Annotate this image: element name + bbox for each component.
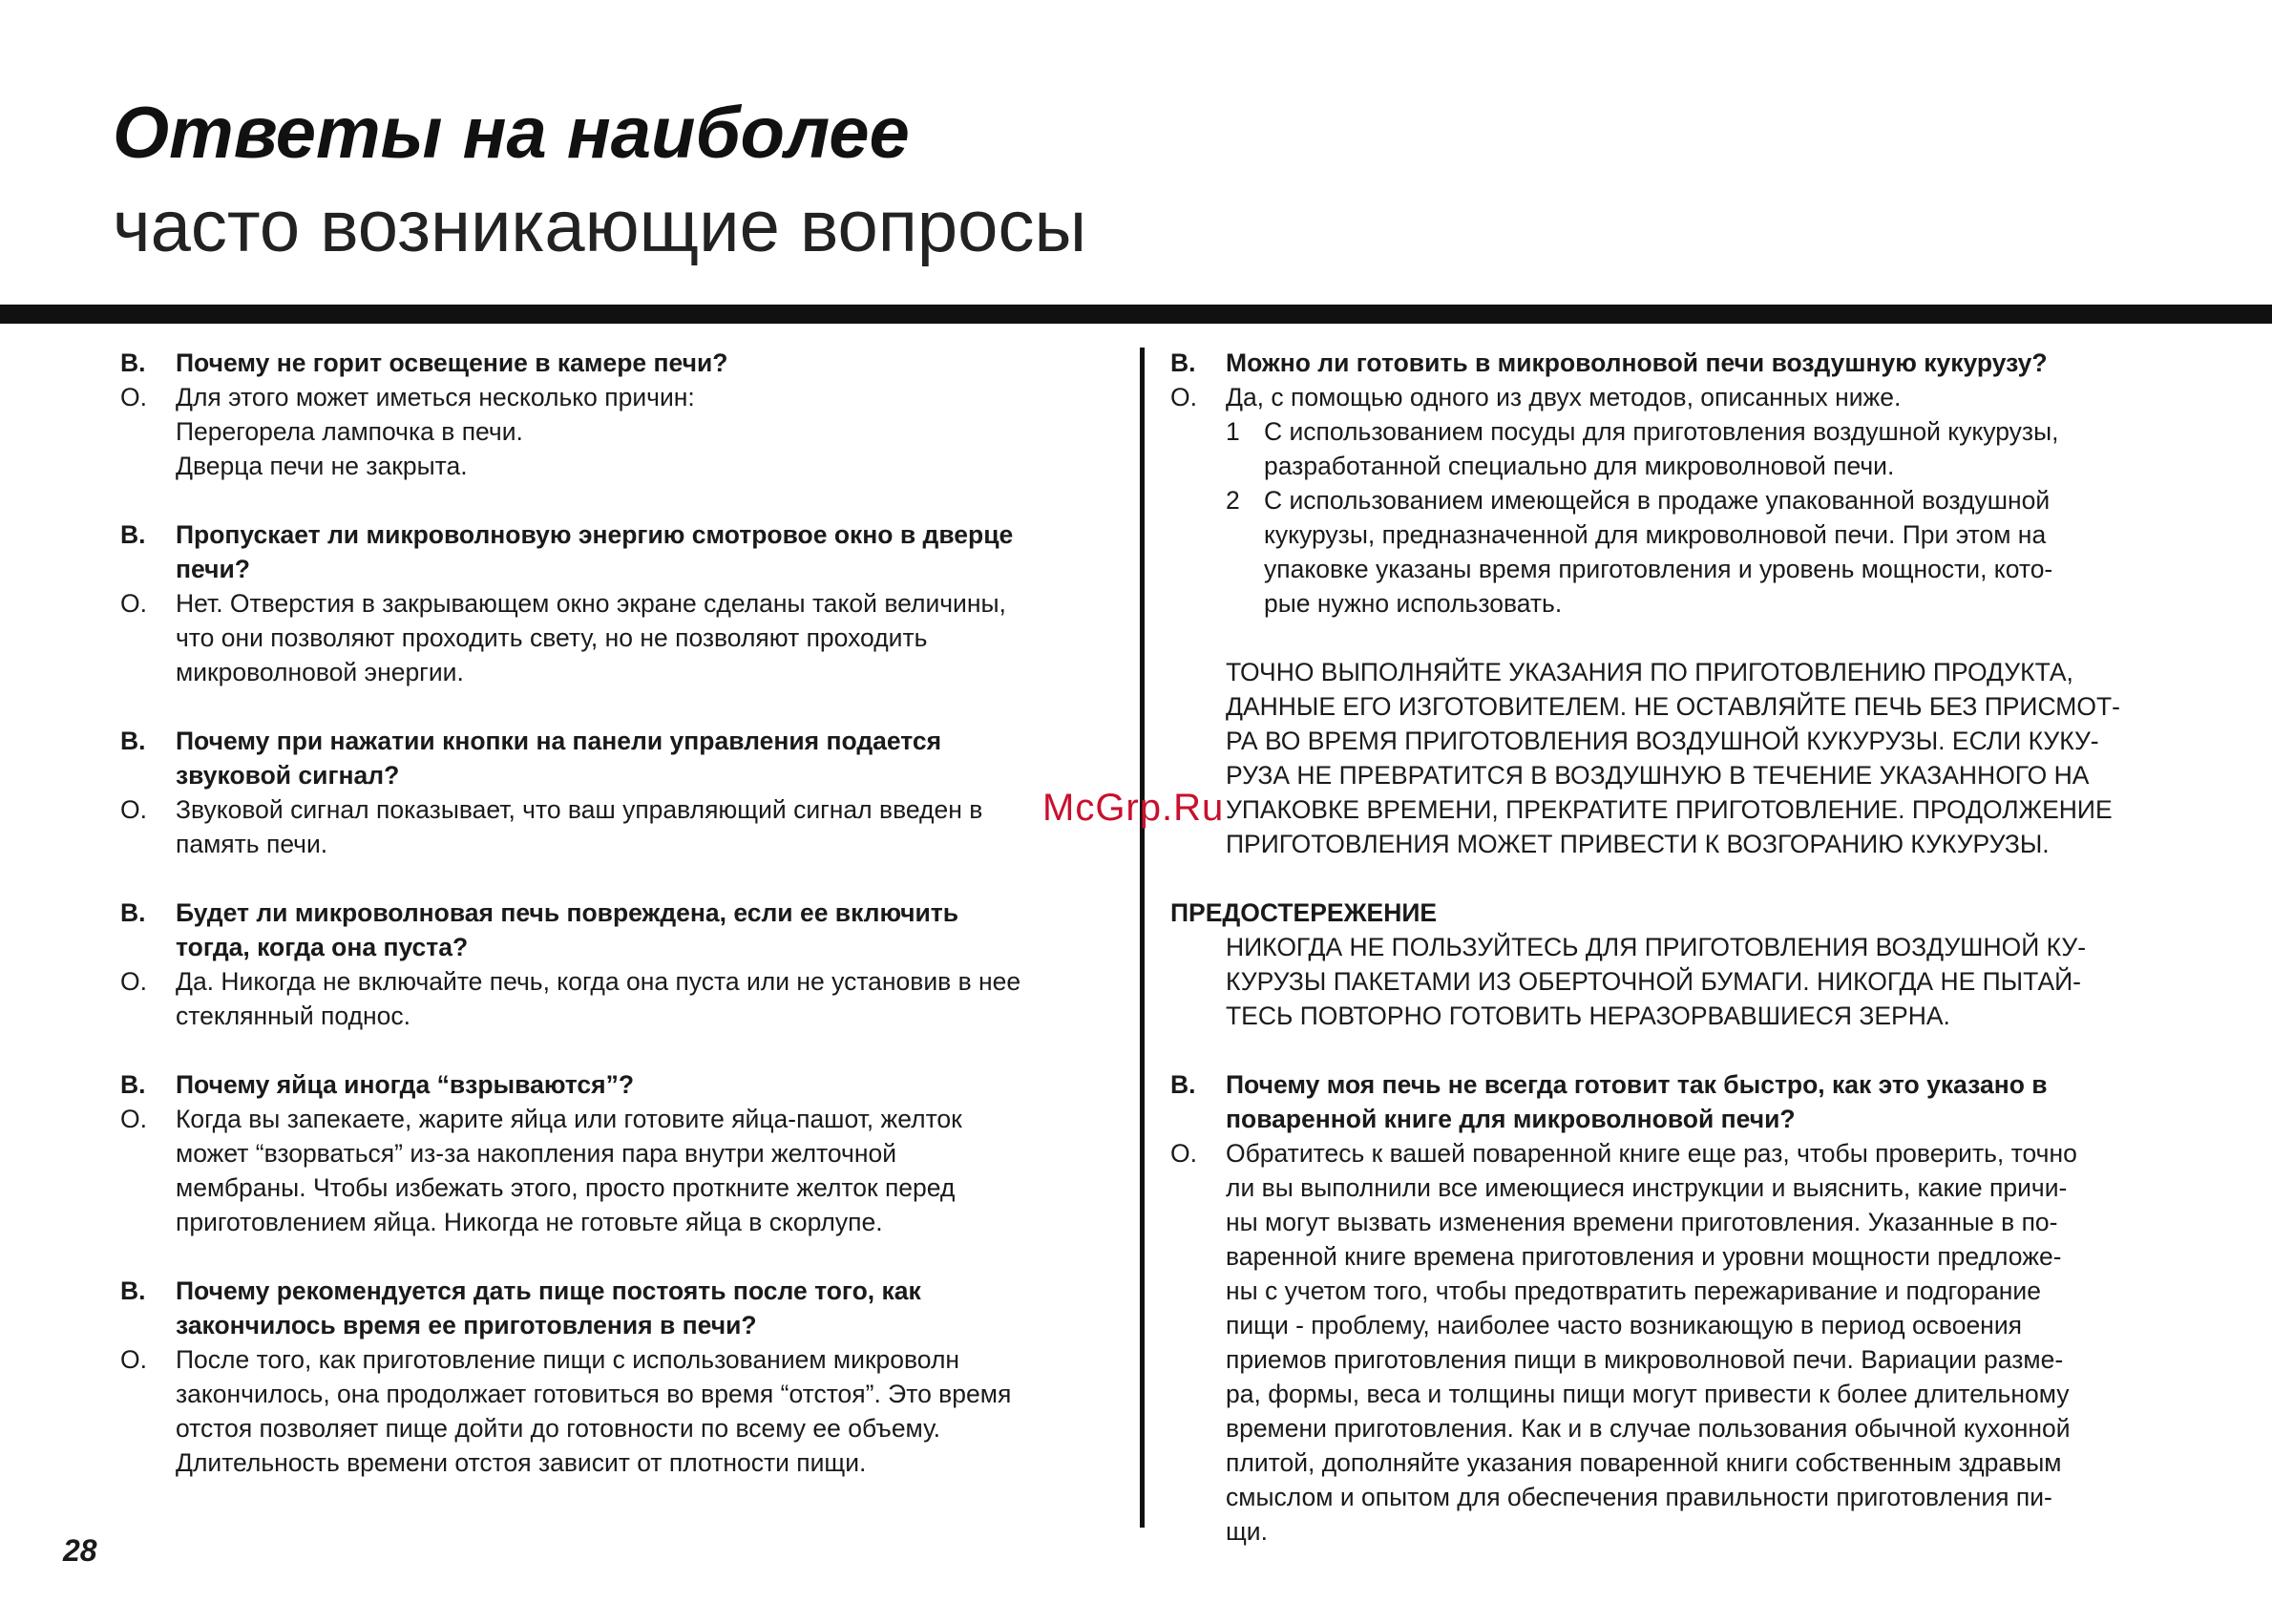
qa-item: [120, 517, 1113, 689]
answer-row: [120, 1102, 1113, 1239]
question-marker: В.: [120, 348, 146, 377]
answer-line: После того, как приготовление пищи с использованием микроволн: [176, 1345, 960, 1374]
question-text: [176, 346, 1113, 380]
method-text: [1264, 414, 2159, 483]
warning-line: КУРУЗЫ ПАКЕТАМИ ИЗ ОБЕРТОЧНОЙ БУМАГИ. НИКОГДА НЕ ПЫТАЙ-: [1226, 967, 2081, 996]
answer-line: память печи.: [176, 830, 328, 858]
answer-marker: О.: [120, 1105, 147, 1133]
question-marker: В.: [120, 1070, 146, 1099]
answer-line: Звуковой сигнал показывает, что ваш управляющий сигнал введен в: [176, 795, 983, 824]
question-line: поваренной книге для микроволновой печи?: [1226, 1105, 1796, 1133]
answer-marker: О.: [120, 589, 147, 618]
answer-marker: О.: [1170, 383, 1197, 411]
answer-row: [120, 1342, 1113, 1480]
page-title: Ответы на наиболее: [113, 93, 910, 174]
question-line: Пропускает ли микроволновую энергию смотровое окно в дверце: [176, 520, 1014, 549]
question-line: Будет ли микроволновая печь повреждена, если ее включить: [176, 898, 959, 927]
question-marker: В.: [120, 520, 146, 549]
answer-marker: О.: [120, 795, 147, 824]
popcorn-instructions: [1170, 655, 2159, 861]
answer-line: пищи - проблему, наиболее часто возникающую в период освоения: [1226, 1311, 2022, 1339]
answer-line: Нет. Отверстия в закрывающем окно экране сделаны такой величины,: [176, 589, 1006, 618]
page-number: 28: [63, 1533, 97, 1568]
answer-line: приготовлением яйца. Никогда не готовьте яйца в скорлупе.: [176, 1208, 883, 1236]
answer-line: мембраны. Чтобы избежать этого, просто проткните желток перед: [176, 1173, 956, 1202]
answer-row: [1170, 380, 2159, 414]
answer-text: [1226, 1136, 2159, 1549]
question-marker: В.: [120, 727, 146, 755]
question-row: [120, 517, 1113, 586]
answer-line: приемов приготовления пищи в микроволновой печи. Вариации разме-: [1226, 1345, 2064, 1374]
answer-line: щи.: [1226, 1517, 1268, 1546]
instruction-line: УПАКОВКЕ ВРЕМЕНИ, ПРЕКРАТИТЕ ПРИГОТОВЛЕНИЕ. ПРОДОЛЖЕНИЕ: [1226, 795, 2113, 824]
answer-text: [176, 586, 1113, 689]
answer-line: что они позволяют проходить свету, но не позволяют проходить: [176, 623, 928, 652]
answer-text: [176, 792, 1113, 861]
answer-line: Длительность времени отстоя зависит от плотности пищи.: [176, 1448, 867, 1477]
question-line: Почему рекомендуется дать пище постоять после того, как: [176, 1276, 921, 1305]
qa-item: [120, 346, 1113, 483]
warning-title: ПРЕДОСТЕРЕЖЕНИЕ: [1170, 898, 1438, 927]
question-row: [1170, 1067, 2159, 1136]
answer-text: [176, 1102, 1113, 1239]
method-line: упаковке указаны время приготовления и уровень мощности, кото-: [1264, 555, 2053, 583]
instruction-line: РУЗА НЕ ПРЕВРАТИТСЯ В ВОЗДУШНУЮ В ТЕЧЕНИЕ УКАЗАННОГО НА: [1226, 761, 2090, 790]
method-number: 1: [1226, 417, 1240, 446]
question-text: [176, 896, 1113, 964]
answer-line: может “взорваться” из-за накопления пара внутри желточной: [176, 1139, 897, 1168]
answer-line: Когда вы запекаете, жарите яйца или готовите яйца-пашот, желток: [176, 1105, 962, 1133]
answer-marker: О.: [120, 1345, 147, 1374]
question-row: [120, 1067, 1113, 1102]
method-line: разработанной специально для микроволновой печи.: [1264, 452, 1895, 480]
question-line: звуковой сигнал?: [176, 761, 400, 790]
method-line: кукурузы, предназначенной для микроволновой печи. При этом на: [1264, 520, 2047, 549]
answer-line: смыслом и опытом для обеспечения правильности приготовления пи-: [1226, 1483, 2052, 1511]
qa-item: [120, 1067, 1113, 1239]
answer-line: закончилось, она продолжает готовиться во время “отстоя”. Это время: [176, 1380, 1012, 1408]
question-row: [120, 896, 1113, 964]
column-divider: [1140, 348, 1145, 1528]
answer-row: [1170, 1136, 2159, 1549]
question-marker: В.: [1170, 348, 1196, 377]
left-column: [120, 346, 1113, 1514]
method-item: [1170, 483, 2159, 621]
answer-line: ли вы выполнили все имеющиеся инструкции и выяснить, какие причи-: [1226, 1173, 2068, 1202]
right-column: [1170, 346, 2159, 1549]
question-line: тогда, когда она пуста?: [176, 933, 469, 961]
question-text: Можно ли готовить в микроволновой печи воздушную кукурузу?: [1226, 348, 2048, 377]
question-row: [1170, 346, 2159, 380]
answer-line: отстоя позволяет пище дойти до готовности по всему ее объему.: [176, 1414, 941, 1443]
warning-line: НИКОГДА НЕ ПОЛЬЗУЙТЕСЬ ДЛЯ ПРИГОТОВЛЕНИЯ ВОЗДУШНОЙ КУ-: [1226, 933, 2087, 961]
answer-line: Обратитесь к вашей поваренной книге еще раз, чтобы проверить, точно: [1226, 1139, 2077, 1168]
answer-line: времени приготовления. Как и в случае пользования обычной кухонной: [1226, 1414, 2071, 1443]
answer-line: ра, формы, веса и толщины пищи могут привести к более длительному: [1226, 1380, 2070, 1408]
method-text: [1264, 483, 2159, 621]
answer-line: ны с учетом того, чтобы предотвратить пережаривание и подгорание: [1226, 1276, 2041, 1305]
question-text: [176, 724, 1113, 792]
method-item: [1170, 414, 2159, 483]
method-line: С использованием имеющейся в продаже упакованной воздушной: [1264, 486, 2051, 515]
method-line: С использованием посуды для приготовления воздушной кукурузы,: [1264, 417, 2059, 446]
answer-line: ны могут вызвать изменения времени приготовления. Указанные в по-: [1226, 1208, 2058, 1236]
instruction-line: ТОЧНО ВЫПОЛНЯЙТЕ УКАЗАНИЯ ПО ПРИГОТОВЛЕНИЮ ПРОДУКТА,: [1226, 658, 2073, 686]
question-line: Почему моя печь не всегда готовит так быстро, как это указано в: [1226, 1070, 2048, 1099]
question-line: Почему яйца иногда “взрываются”?: [176, 1070, 635, 1099]
answer-row: [120, 792, 1113, 861]
answer-line: Да. Никогда не включайте печь, когда она пуста или не установив в нее: [176, 967, 1021, 996]
question-text: [1226, 1067, 2159, 1136]
question-marker: В.: [120, 898, 146, 927]
instruction-line: РА ВО ВРЕМЯ ПРИГОТОВЛЕНИЯ ВОЗДУШНОЙ КУКУРУЗЫ. ЕСЛИ КУКУ-: [1226, 727, 2099, 755]
answer-line: микроволновой энергии.: [176, 658, 464, 686]
instruction-line: ДАННЫЕ ЕГО ИЗГОТОВИТЕЛЕМ. НЕ ОСТАВЛЯЙТЕ ПЕЧЬ БЕЗ ПРИСМОТ-: [1226, 692, 2120, 721]
answer-text: Да, с помощью одного из двух методов, описанных ниже.: [1226, 383, 1902, 411]
answer-text: [176, 964, 1113, 1033]
answer-text: [176, 380, 1113, 483]
answer-text: [176, 1342, 1113, 1480]
question-marker: В.: [1170, 1070, 1196, 1099]
instruction-line: ПРИГОТОВЛЕНИЯ МОЖЕТ ПРИВЕСТИ К ВОЗГОРАНИЮ КУКУРУЗЫ.: [1226, 830, 2050, 858]
page-subtitle: часто возникающие вопросы: [113, 186, 1087, 267]
question-row: [120, 724, 1113, 792]
answer-line: стеклянный поднос.: [176, 1002, 410, 1030]
question-line: печи?: [176, 555, 250, 583]
question-row: [120, 1274, 1113, 1342]
answer-line: Перегорела лампочка в печи.: [176, 417, 523, 446]
answer-marker: О.: [120, 383, 147, 411]
answer-line: Для этого может иметься несколько причин:: [176, 383, 695, 411]
answer-row: [120, 380, 1113, 483]
qa-item: [120, 896, 1113, 1033]
answer-row: [120, 964, 1113, 1033]
answer-line: Дверца печи не закрыта.: [176, 452, 468, 480]
question-row: [120, 346, 1113, 380]
watermark: McGrp.Ru: [1042, 787, 1225, 829]
method-number: 2: [1226, 486, 1240, 515]
question-line: Почему при нажатии кнопки на панели управления подается: [176, 727, 942, 755]
answer-marker: О.: [1170, 1139, 1197, 1168]
question-text: [176, 1067, 1113, 1102]
question-text: [176, 1274, 1113, 1342]
qa-item: [120, 1274, 1113, 1480]
answer-line: варенной книге времена приготовления и уровни мощности предложе-: [1226, 1242, 2062, 1271]
question-text: [176, 517, 1113, 586]
qa-item: [120, 724, 1113, 861]
warning-line: ТЕСЬ ПОВТОРНО ГОТОВИТЬ НЕРАЗОРВАВШИЕСЯ ЗЕРНА.: [1226, 1002, 1950, 1030]
question-line: закончилось время ее приготовления в печи?: [176, 1311, 757, 1339]
question-marker: В.: [120, 1276, 146, 1305]
question-line: Почему не горит освещение в камере печи?: [176, 348, 728, 377]
answer-row: [120, 586, 1113, 689]
warning-text: [1170, 930, 2159, 1033]
answer-marker: О.: [120, 967, 147, 996]
method-line: рые нужно использовать.: [1264, 589, 1563, 618]
title-rule: [0, 305, 2272, 324]
answer-line: плитой, дополняйте указания поваренной книги собственным здравым: [1226, 1448, 2062, 1477]
